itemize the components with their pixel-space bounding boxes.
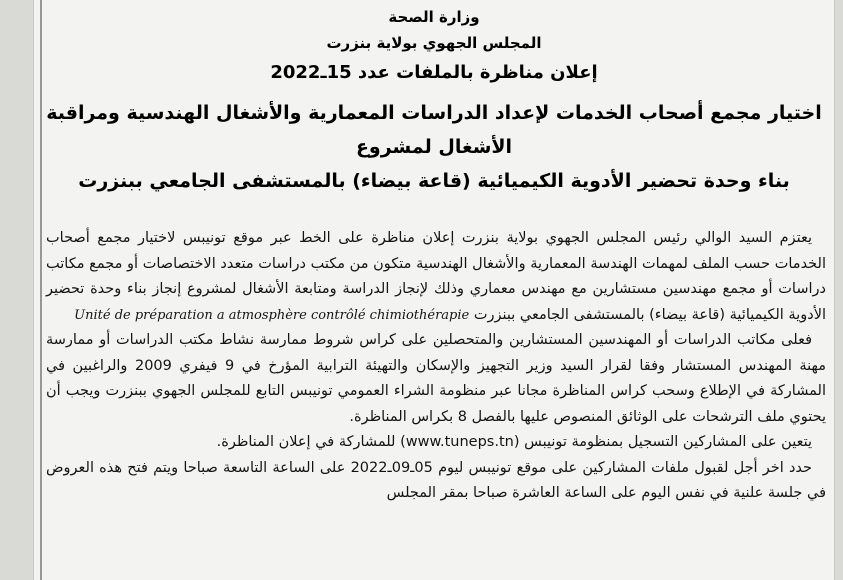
paragraph-deadline: حدد اخر أجل لقبول ملفات المشاركين على موقع تونيبس ليوم 05ـ09ـ2022 على الساعة التاسعة صباحا ويتم فتح هذه العروض في جلسة علنية في نفس اليوم على الساعة العاشرة صباحا بمقر المجلس [46, 459, 826, 501]
ministry-heading: وزارة الصحة [388, 8, 480, 26]
subject-title [44, 96, 824, 198]
registration-text: يتعين على المشاركين التسجيل بمنظومة تونيبس [524, 434, 812, 450]
council-heading: المجلس الجهوي بولاية بنزرت [326, 34, 542, 52]
paragraph-eligibility: فعلى مكاتب الدراسات أو المهندسين المستشارين والمتحصلين على كراس شروط ممارسة نشاط مكتب الدراسات أو ممارسة مهنة المهندس المستشار وفقا لقرار السيد وزير التجهيز والإسكان والتهيئة الترابية المؤرخ في 9 فيفري 2009 والراغبين في المشاركة في الإطلاع وسحب كراس المناظرة مجانا عبر منظومة الشراء العمومي تونيبس التابع للمجلس الجهوي ببنزرت ويجب أن يحتوي ملف الترشحات على الوثائق المنصوص عليها بالفصل 8 بكراس المناظرة. [46, 332, 826, 425]
subject-line-1: اختيار مجمع أصحاب الخدمات لإعداد الدراسات المعمارية والأشغال الهندسية ومراقبة الأشغال لمشروع [46, 102, 822, 158]
subject-line-2: بناء وحدة تحضير الأدوية الكيميائية (قاعة بيضاء) بالمستشفى الجامعي ببنزرت [78, 170, 790, 192]
announcement-title: إعلان مناظرة بالملفات عدد 15ـ2022 [270, 62, 598, 83]
paragraph-registration [46, 430, 826, 456]
announcement-body [46, 226, 826, 507]
paragraph-intro [46, 226, 826, 328]
french-project-name: Unité de préparation a atmosphère contrôlé chimiothérapie [74, 307, 470, 323]
registration-text-end: للمشاركة في إعلان المناظرة. [216, 434, 396, 450]
paragraph-intro-text: يعتزم السيد الوالي رئيس المجلس الجهوي بولاية بنزرت إعلان مناظرة على الخط عبر موقع تونيبس لاختيار مجمع أصحاب الخدمات حسب الملف لمهمات الهندسة المعمارية والأشغال الهندسية متكون من مكتب دراسات متعدد الاختصاصات أو مجمع مكاتب دراسات أو مجمع مهندسين مستشارين مع مهندس معماري وذلك لإنجاز الدراسة ومتابعة الأشغال لمشروع إنجاز بناء وحدة تحضير الأدوية الكيميائية (قاعة بيضاء) بالمستشفى الجامعي ببنزرت [46, 230, 826, 323]
tuneps-url: (www.tuneps.tn) [400, 434, 520, 450]
newspaper-clipping [34, 0, 834, 580]
